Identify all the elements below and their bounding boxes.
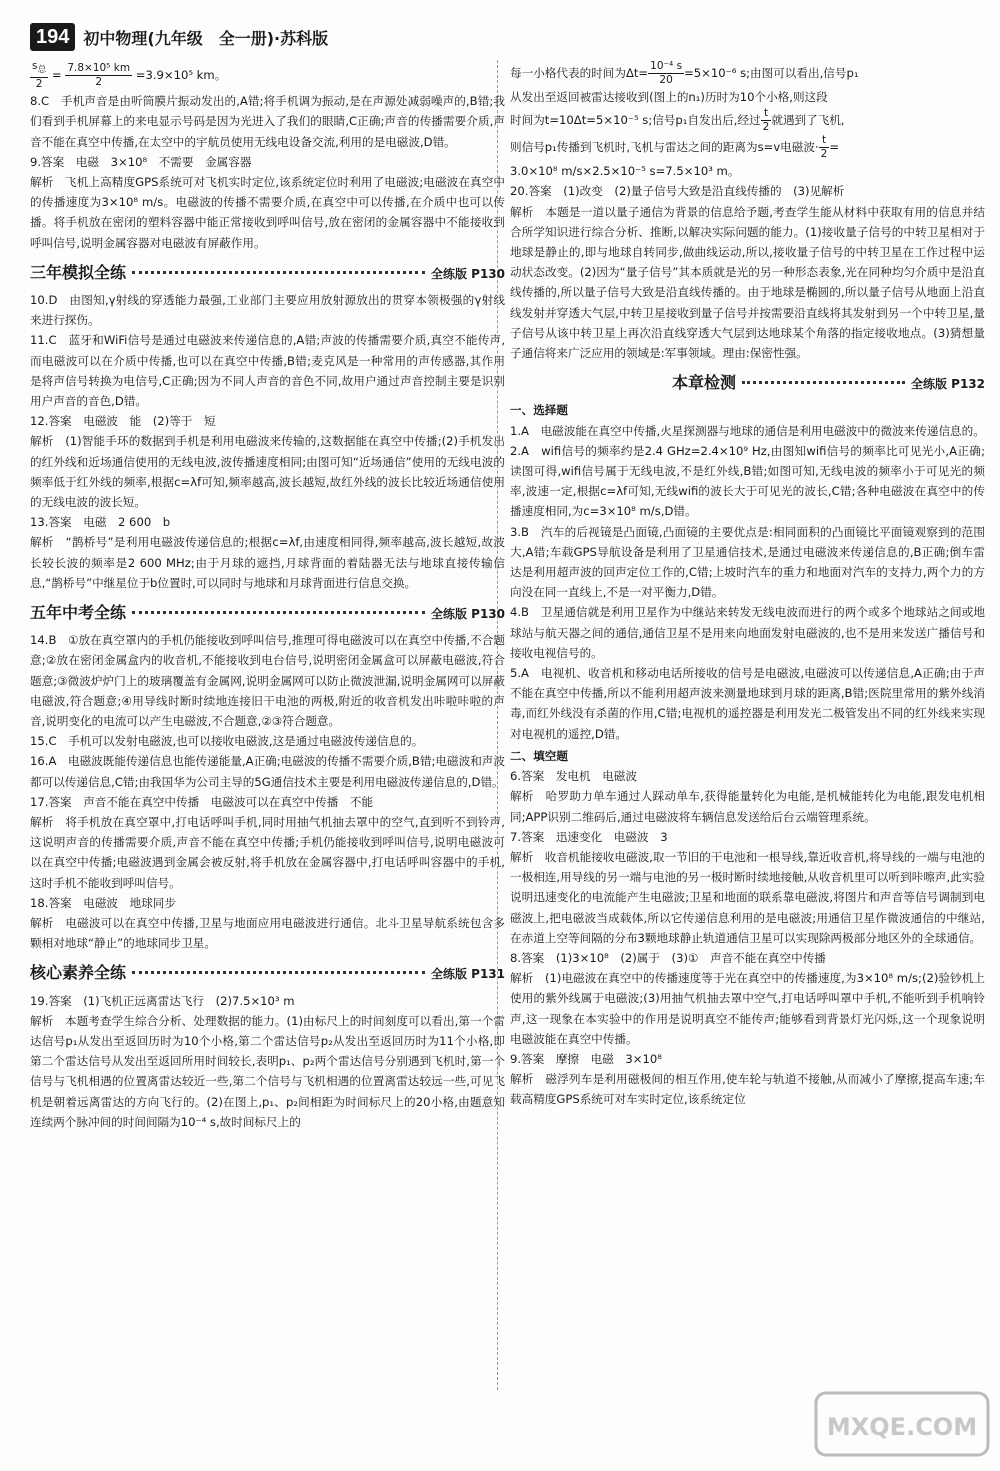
choice-5: 5.A 电视机、收音机和移动电话所接收的信号是电磁波,电磁波可以传递信息,A正确;由于声不能在真空中传播,所以不能利用超声波来测量地球到月球的距离,B错;医院里常用的紫外线消毒,而红外线没有杀菌的作用,C错;电视机的遥控器是利用发光二极管发出不同的红外线来实现对电视机的遥控,D错。: [510, 666, 985, 741]
answer-17: 17.答案 声音不能在真空中传播 电磁波可以在真空中传播 不能: [30, 794, 374, 809]
formula-fraction: $\frac{s_总}{2}$: [32, 60, 47, 91]
answer-10: 10.D 由图知,γ射线的穿透能力最强,工业部门主要应用放射源放出的贯穿本领极强的γ射线来进行探伤。: [30, 292, 505, 328]
fill-6-answer: 6.答案 发电机 电磁波: [510, 769, 637, 784]
subheading-choice: 一、选择题: [510, 403, 568, 418]
section-header-three-year: 三年模拟全练 全练版 P130: [30, 262, 505, 282]
explanation-20: 解析 本题是一道以量子通信为背景的信息给予题,考查学生能从材料中获取有用的信息并结合所学知识进行综合分析、推断,以解决实际问题的能力。(1)接收量子信号的中转卫星相对于地球是静止的,即与地球自转同步,做曲线运动,所以,接收量子信号的中转卫星在工作过程中运动状态改变。(2)因为“量子信号”其本质就是光的另一种形态表象,光在同种均匀介质中是沿直线传播的,所以量子信号大致是沿直线传播的。由于地球是椭圆的,所以量子信号从地面上沿直线发射并穿透大气层,中转卫星接收到量子信号并按需要沿直线将其发射到另一个中转卫星,量子信号从该中转卫星上再次沿直线穿透大气层到达地球某个角落的指定接收地点。(3)猜想量子通信将来广泛应用的领域是:军事领域。理由:保密性强。: [510, 204, 985, 361]
calc-line-3: 时间为t=10Δt=5×10⁻⁵ s;信号p₁自发出后,经过 $\frac{t}{2}$ 就遇到了飞机,: [510, 107, 845, 134]
explanation-17: 解析 将手机放在真空罩中,打电话呼叫手机,同时用抽气机抽去罩中的空气,直到听不到铃声,这说明声音的传播需要介质,声音不能在真空中传播;手机仍能接收到呼叫信号,说明电磁波可以在真空中传播;电磁波遇到金属会被反射,将手机放在金属容器中,打电话呼叫容器中的手机,这时手机不能收到呼叫信号。: [30, 815, 505, 890]
page-number: 194: [30, 23, 75, 51]
fill-9-explanation: 解析 磁浮列车是利用磁极间的相互作用,使车轮与轨道不接触,从而减小了摩擦,提高车速;车载高精度GPS系统可对车实时定位,该系统定位: [510, 1072, 985, 1107]
calc-line-2: 从发出至返回被雷达接收到(图上的n₁)历时为10个小格,则这段: [510, 90, 828, 104]
section-header-core-literacy: 核心素养全练 全练版 P131: [30, 963, 505, 983]
choice-1: 1.A 电磁波能在真空中传播,火星探测器与地球的通信是利用电磁波中的微波来传递信息的。: [510, 423, 985, 438]
calc-line-5: 3.0×10⁸ m/s×2.5×10⁻⁵ s=7.5×10³ m。: [510, 164, 740, 179]
answer-20: 20.答案 (1)改变 (2)量子信号大致是沿直线传播的 (3)见解析: [510, 184, 845, 199]
calc-line-1: 每一小格代表的时间为Δt= $\frac{\text{10⁻⁴ s}}{20}$ =5×10⁻⁶ s;由图可以看出,信号p₁: [510, 60, 859, 86]
explanation-19: 解析 本题考查学生综合分析、处理数据的能力。(1)由标尺上的时间刻度可以看出,第一个雷达信号p₁从发出至返回历时为10个小格,第二个雷达信号p₂从发出至返回历时为11个小格,即第二个雷达信号从发出至返回所用时间较长,表明p₁、p₂两个雷达信号分别遇到飞机时,第一个信号与飞机相遇的位置离雷达较近一些,第二个信号与飞机相遇的位置离雷达较远一些,可见飞机是朝着远离雷达的方向飞行的。(2)在图上,p₁、p₂间相距为时间标尺上的20小格,由题意知连续两个脉冲间的时间间隔为10⁻⁴ s,故时间标尺上的: [30, 1013, 505, 1129]
explanation-18: 解析 电磁波可以在真空中传播,卫星与地面应用电磁波进行通信。北斗卫星导航系统包含多颗相对地球“静止”的地球同步卫星。: [30, 916, 505, 951]
subheading-fill: 二、填空题: [510, 748, 568, 763]
section-header-five-year: 五年中考全练 全练版 P130: [30, 602, 505, 622]
fill-7-answer: 7.答案 迅速变化 电磁波 3: [510, 829, 668, 844]
choice-3: 3.B 汽车的后视镜是凸面镜,凸面镜的主要优点是:相同面积的凸面镜比平面镜观察到的范围大,A错;车载GPS导航设备是利用了卫星通信技术,是通过电磁波来传递信息的,B正确;倒车雷达是利用超声波的回声定位工作的,C错;上坡时汽车的重力和地面对汽车的支持力,两个力的方向没在同一直线上,不是一对平衡力,D错。: [510, 524, 985, 600]
left-column: [30, 60, 505, 1132]
answer-14: 14.B ①放在真空罩内的手机仍能接收到呼叫信号,推理可得电磁波可以在真空中传播,不合题意;②放在密闭金属盒内的收音机,不能接收到电台信号,说明密闭金属盒可以屏蔽电磁波,符合题意;③微波炉炉门上的玻璃覆盖有金属网,说明金属网可以防止微波泄漏,说明金属网可以屏蔽电磁波,符合题意;④用导线时断时续地连接旧干电池的两极,附近的收音机发出咔啦咔啦的声音,说明变化的电流可以产生电磁波,不合题意,②③符合题意。: [30, 633, 505, 728]
formula-line: $\frac{s_总}{2}$ = $\frac{\text{7.8×10⁵ km}}{2}$ =3.9×10⁵ km。: [32, 60, 227, 91]
watermark-text: MXQE.COM: [826, 1413, 978, 1441]
fill-8-explanation: 解析 (1)电磁波在真空中的传播速度等于光在真空中的传播速度,为3×10⁸ m/s;(2)验钞机上使用的紫外线属于电磁波;(3)用抽气机抽去罩中空气,打电话呼叫罩中手机,不能听到手机响铃声,这一现象在本实验中的作用是说明真空不能传声;能够看到背景灯光闪烁,这一个现象说明电磁波能在真空中传播。: [510, 971, 985, 1046]
choice-4: 4.B 卫星通信就是利用卫星作为中继站来转发无线电波而进行的两个或多个地球站之间或地球站与航天器之间的通信,通信卫星不是用来向地面发射电磁波的,也不是用来发送广播信号和接收电视信号的。: [510, 605, 985, 660]
fill-7-explanation: 解析 收音机能接收电磁波,取一节旧的干电池和一根导线,靠近收音机,将导线的一端与电池的一极相连,用导线的另一端与电池的另一极时断时续地接触,从收音机里可以听到咔嚓声,此实验说明迅速变化的电流能产生电磁波;卫星和地面的联系靠电磁波,将图片和声音等信号调制到电磁波上,把电磁波当成载体,所以它传递信息利用的是电磁波;用通信卫星作微波通信的中继站,在赤道上空等间隔的分布3颗地球静止轨道通信卫星可以实现除两极部分地区外的全球通信。: [510, 849, 985, 945]
answer-16: 16.A 电磁波既能传递信息也能传递能量,A正确;电磁波的传播不需要介质,B错;电磁波和声波都可以传递信息,C错;由我国华为公司主导的5G通信技术主要是利用电磁波传递信息的,D错。: [30, 754, 505, 789]
answer-11: 11.C 蓝牙和WiFi信号是通过电磁波来传递信息的,A错;声波的传播需要介质,真空不能传声,而电磁波可以在介质中传播,也可以在真空中传播,B错;麦克风是一种常用的声传感器,其作用是将声信号转换为电信号,C正确;因为不同人声音的音色不同,故用户通过声音控制主要是识别用户声音的音色,D错。: [30, 333, 505, 408]
formula-fraction: $\frac{\text{10⁻⁴ s}}{20}$: [650, 60, 683, 86]
fill-8-answer: 8.答案 (1)3×10⁸ (2)属于 (3)① 声音不能在真空中传播: [510, 950, 826, 965]
answer-8: 8.C 手机声音是由听筒膜片振动发出的,A错;将手机调为振动,是在声源处减弱噪声的,B错;我们看到手机屏幕上的来电显示号码是因为光进入了我们的眼睛,C正确;声音的传播需要介质,声音不能在真空中传播,在太空中的宇航员使用无线电设备交流,利用的是电磁波,D错。: [30, 94, 505, 149]
fill-6-explanation: 解析 哈罗助力单车通过人踩动单车,获得能量转化为电能,是机械能转化为电能,跟发电机相同;APP识别二维码后,通过电磁波将车辆信息发送给后台云端管理系统。: [510, 789, 985, 824]
calc-line-4: 则信号p₁传播到飞机时,飞机与雷达之间的距离为s=v电磁波· $\frac{t}{2}$ =: [510, 134, 840, 161]
choice-2: 2.A wifi信号的频率约是2.4 GHz=2.4×10⁹ Hz,由图知wifi信号的频率比可见光小,A正确;读图可得,wifi信号属于无线电波,不是红外线,B错;如图可知,无线电波的频率小于可见光的频率,波速一定,根据c=λf可知,无线wifi的波长大于可见光的波长,C错;各种电磁波在真空中的传播速度相同,为c=3×10⁸ m/s,D错。: [510, 443, 985, 519]
answer-19: 19.答案 (1)飞机正远离雷达飞行 (2)7.5×10³ m: [30, 993, 295, 1008]
answer-12: 12.答案 电磁波 能 (2)等于 短: [30, 414, 216, 429]
explanation-12: 解析 (1)智能手环的数据到手机是利用电磁波来传输的,这数据能在真空中传播;(2)手机发出的红外线和近场通信使用的无线电波,波传播速度相同;由图可知“近场通信”使用的无线电波的频率低于红外线的频率,根据c=λf可知,频率越高,波长越短,故红外线的波长比较近场通信使用的无线电波的波长短。: [30, 434, 505, 509]
explanation-13: 解析 “鹊桥号”是利用电磁波传递信息的;根据c=λf,由速度相同得,频率越高,波长越短,故波长较长波的频率是2 600 MHz;由于月球的遮挡,月球背面的着陆器无法与地球直接传输信息,“鹊桥号”中继星位于b位置时,可以同时与地球和月球背面进行信息交换。: [30, 535, 505, 590]
watermark-logo: [812, 1389, 992, 1459]
answer-18: 18.答案 电磁波 地球同步: [30, 895, 176, 910]
answer-13: 13.答案 电磁 2 600 b: [30, 515, 171, 530]
book-title: 初中物理(九年级 全一册)·苏科版: [83, 28, 329, 48]
answer-9: 9.答案 电磁 3×10⁸ 不需要 金属容器: [30, 154, 252, 169]
fill-9-answer: 9.答案 摩擦 电磁 3×10⁸: [510, 1051, 662, 1066]
section-header-chapter-test: 本章检测 全练版 P132: [672, 373, 985, 393]
right-column: [510, 60, 985, 1110]
page-header: [30, 22, 328, 52]
formula-fraction: $\frac{\text{7.8×10⁵ km}}{2}$: [67, 62, 131, 89]
formula-fraction: $\frac{t}{2}$: [762, 107, 770, 134]
formula-fraction: $\frac{t}{2}$: [820, 134, 828, 161]
explanation-9: 解析 飞机上高精度GPS系统可对飞机实时定位,该系统定位时利用了电磁波;电磁波在真空中的传播速度为3×10⁸ m/s。电磁波的传播不需要介质,在真空中可以传播,在介质中也可以传播。将手机放在密闭的塑料容器中能正常接收到呼叫信号,放在密闭的金属容器中不能接收到呼叫信号,说明金属容器对电磁波有屏蔽作用。: [30, 174, 505, 250]
answer-15: 15.C 手机可以发射电磁波,也可以接收电磁波,这是通过电磁波传递信息的。: [30, 734, 424, 749]
